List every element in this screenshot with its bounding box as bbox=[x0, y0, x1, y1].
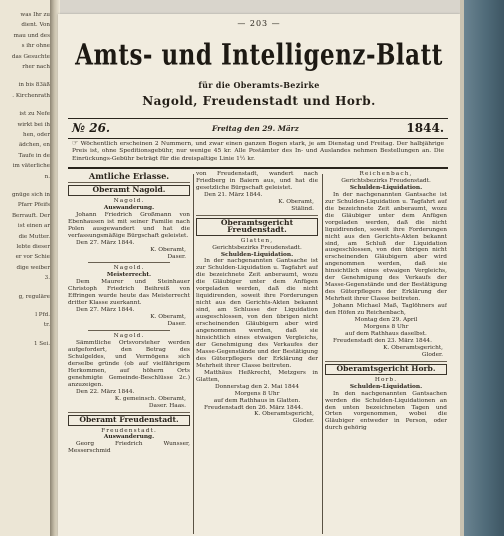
notice-text: In der nachgenannten Gantsache ist zur Schulden-Liquidation u. Tagfahrt auf die bezeichnete Zeit anberaumt, wozu die Gläubiger unter dem Anfügen vorgeladen werden, daß die nicht liquidirenden, soweit ihre Forderungen nicht aus den Gerichts-Akten bekannt sind, am Schlusse der Liquidation ausgeschlossen, von den übrigen nicht erscheinenden Gläubigern aber wird angenommen werden, daß sie hinsichtlich eines etwaigen Vergleichs, der Genehmigung des Verkaufes der Masse-Gegenstände und der Bestätigung des Güterpflegers der Erklärung der Mehrheit ihrer Classe beitreten. bbox=[196, 258, 318, 369]
notice-signature: Daser. bbox=[167, 321, 186, 328]
authority-heading: Oberamtsgericht Horb. bbox=[325, 364, 447, 375]
notice-text: von Freudenstadt, wandert nach Friedberg in Baiern aus, und hat die gesetzliche Bürgschaft geleistet. bbox=[196, 171, 318, 191]
left-page-text-line: gnüge sich in bbox=[11, 192, 50, 198]
case-date: Donnerstag den 2. Mai 1844 bbox=[214, 383, 300, 390]
left-page-text-line: dige weiber bbox=[16, 264, 50, 271]
notice-title: Auswanderung. bbox=[103, 204, 155, 211]
notice-signature: K. Oberamt, bbox=[150, 314, 186, 321]
left-page-text-line: g, reguläre bbox=[18, 293, 50, 300]
column-divider bbox=[193, 174, 194, 534]
left-page-fragment bbox=[0, 0, 53, 536]
subscription-notice bbox=[72, 140, 444, 163]
notice-title: Meisterrecht. bbox=[106, 272, 152, 279]
notice-signature: K. Oberamtsgericht, bbox=[383, 344, 443, 351]
notice-district: Gerichtsbezirks Freudenstadt. bbox=[341, 177, 431, 184]
pointing-hand-icon: ☞ bbox=[72, 139, 79, 147]
left-page-text-line: im väterliche bbox=[12, 163, 50, 170]
notice-date: Den 21. März 1844. bbox=[204, 191, 263, 198]
notice-text: In den nachgenannten Gantsachen werden die Schulden-Liquidationen an den unten bezeichneten Tagen und Orten vorgenommen, wobei die Gläubiger entweder in Person, oder durch gehörig bbox=[325, 390, 447, 432]
notice-district: Gerichtsbezirks Freudenstadt. bbox=[212, 244, 302, 251]
case-time: Morgens 8 Uhr bbox=[363, 323, 409, 330]
notice-signature: Gloder. bbox=[292, 418, 314, 425]
left-page-text-line: Berrauft. Der bbox=[11, 212, 50, 219]
notice-title: Schulden-Liquidation. bbox=[220, 251, 294, 258]
case-date: Montag den 29. April bbox=[354, 317, 418, 324]
notice-signature: K. gemeinsch. Oberamt, bbox=[114, 395, 186, 402]
notice-text: Johann Friedrich Großmann von Ebenhausen ist mit seiner Familie nach Polen ausgewandert und hat die verfassungsmäßige Bürgschaft geleistet. bbox=[68, 211, 190, 239]
left-page-text-line: mau und des bbox=[13, 32, 50, 39]
left-page-text-line: was Ihr zu bbox=[20, 12, 50, 18]
notice-signature: K. Oberamt, bbox=[150, 246, 186, 253]
header-rule-top bbox=[68, 118, 448, 119]
page-number: — 203 — bbox=[237, 19, 281, 28]
left-page-text-line: dient. Von bbox=[21, 22, 50, 29]
masthead-districts: Nagold, Freudenstadt und Horb. bbox=[142, 94, 376, 108]
notice-place: Nagold. bbox=[113, 333, 145, 340]
notice-title: Schulden-Liquidation. bbox=[349, 184, 423, 191]
left-page-text-line: ist zu Nefe bbox=[19, 111, 50, 118]
notice-signature: Daser. bbox=[167, 253, 186, 260]
notice-text: Sämmtliche Ortsvorsteher werden aufgefordert, den Betrag des Schulgeldes, und Vermögens sich derselbe gründe (ob auf vielfährigem Herkommen, auf höhern Orts genehmigte Gemeinde-Beschlüsse 2c.) anzuzeigen. bbox=[68, 340, 190, 388]
notice-place: Reichenbach, bbox=[359, 171, 413, 177]
issue-year: 1844. bbox=[406, 121, 444, 135]
authority-heading: Oberamt Freudenstadt. bbox=[68, 415, 190, 426]
notice-place: Nagold. bbox=[113, 197, 145, 204]
left-page-text-line: n. bbox=[44, 173, 50, 180]
notice-signature: Gloder. bbox=[421, 351, 443, 358]
notice-text: In der nachgenannten Gantsache ist zur Schulden-Liquidation u. Tagfahrt auf die bezeichnete Zeit anberaumt, wozu die Gläubiger unter dem Anfügen vorgeladen werden, daß die nicht liquidirenden, soweit ihre Forderungen nicht aus den Gerichts-Akten bekannt sind, am Schluß der Liquidation ausgeschlossen, von den übrigen nicht erscheinenden Gläubigern aber wird angenommen werden, daß sie hinsichtlich eines etwaigen Vergleichs, der Genehmigung des Verkaufs der Masse-Gegenstände und der Bestätigung des Güterpflegers der Erklärung der Mehrheit ihrer Classe beitreten. bbox=[325, 191, 447, 303]
left-page-text-line: tr. bbox=[43, 322, 50, 329]
left-page-text-line: die Mutter. bbox=[18, 233, 50, 240]
columns bbox=[68, 171, 450, 536]
left-page-text-line: hen, oder bbox=[22, 132, 50, 138]
case-time: Morgens 8 Uhr bbox=[234, 390, 280, 397]
notice-place: Nagold. bbox=[113, 265, 145, 272]
notice-text: Dem Maurer und Steinhauer Christoph Friedrich Beihreiß von Effringen wurde heute das Meisterrecht dritter Klasse zuerkannt. bbox=[68, 279, 190, 307]
column-2 bbox=[196, 171, 318, 536]
column-1 bbox=[68, 171, 190, 536]
left-page-text-line: s ihr ohne bbox=[21, 43, 50, 50]
header-rule-bottom bbox=[68, 138, 448, 139]
left-page-text-line: das Gesuchte bbox=[11, 53, 50, 60]
left-page-text-line: lebte dieser bbox=[16, 244, 50, 250]
notice-text: Georg Friedrich Wunsser, Messerschmid bbox=[68, 441, 190, 455]
case-name: Johann Michael Maß, Taglöhners auf den Höfen zu Reichenbach, bbox=[325, 303, 447, 317]
left-page-text-line: Taufe in de bbox=[18, 152, 50, 159]
left-page-text-line: in bis 83äß bbox=[18, 82, 50, 89]
authority-heading: Oberamtsgericht Freudenstadt. bbox=[196, 218, 318, 236]
left-page-text-line: 1 Sei. bbox=[33, 340, 50, 347]
notice-signature: K. Oberamt, bbox=[278, 198, 314, 205]
case-place: auf dem Rathhaus in Glatten. bbox=[213, 397, 301, 404]
column-divider bbox=[322, 174, 323, 534]
issue-date: Freitag den 29. März bbox=[212, 124, 299, 133]
notice-date: Freudenstadt den 26. März 1844. bbox=[204, 404, 303, 411]
left-page-text-line: ädchen, en bbox=[18, 142, 50, 149]
book-binding bbox=[460, 0, 504, 536]
notice-date: Den 22. März 1844. bbox=[76, 388, 135, 395]
case-place: auf dem Rathhaus daselbst. bbox=[345, 330, 427, 337]
newspaper-page bbox=[58, 14, 460, 536]
case-name: Matthäus Heßkrecht, Metzgers in Glatten, bbox=[196, 369, 318, 383]
masthead-subtitle: für die Oberamts-Bezirke bbox=[198, 80, 320, 90]
left-page-text-line: rher nach bbox=[22, 64, 50, 70]
left-page-text-line: ist einen ar bbox=[17, 223, 50, 230]
left-page-text-line: 3. bbox=[44, 275, 50, 282]
notice-place: Horb. bbox=[374, 376, 398, 383]
left-page-text-line: l Pfd. bbox=[35, 312, 50, 318]
notice-place: Glatten, bbox=[240, 237, 274, 244]
column-3 bbox=[325, 171, 447, 536]
section-heading: Amtliche Erlasse. bbox=[88, 171, 170, 181]
notice-date: Den 27. März 1844. bbox=[76, 239, 135, 246]
notice-text: Wöchentlich erscheinen 2 Nummern, und zwar einen ganzen Bogen stark, je am Dienstag und Freitag. Der halbjährige Preis ist, ohne Speditionsgebühr, nur wenige 45 kr. Alle Postämter des In- und Auslandes nehmen Bestellungen an. Die Einrückungs-Gebühr beträgt für die dreispaltige Linie 1½ kr. bbox=[72, 141, 444, 162]
notice-title: Schulden-Liquidation. bbox=[349, 383, 423, 390]
notice-signature: Daser. Haas. bbox=[148, 402, 186, 409]
notice-rule bbox=[68, 167, 448, 169]
authority-heading: Oberamt Nagold. bbox=[68, 185, 190, 196]
left-page-text-line: wirkt bei ih bbox=[17, 121, 50, 128]
issue-number: № 26. bbox=[72, 121, 111, 135]
notice-signature: Stälind. bbox=[291, 205, 314, 212]
notice-date: Freudenstadt den 23. März 1844. bbox=[333, 337, 432, 344]
notice-signature: K. Oberamtsgericht, bbox=[254, 411, 314, 418]
notice-place: Freudenstadt. bbox=[101, 427, 157, 434]
left-page-text-line: . Kirchenrath bbox=[12, 92, 50, 99]
masthead-title: Amts- und Intelligenz-Blatt bbox=[75, 38, 443, 72]
issue-line bbox=[72, 121, 444, 137]
left-page-text-line: er vor Schie bbox=[15, 254, 50, 261]
notice-title: Auswanderung. bbox=[103, 434, 155, 441]
notice-date: Den 27. März 1844. bbox=[76, 307, 135, 314]
left-page-text-line: Pfarr Pfeifs bbox=[17, 202, 50, 209]
